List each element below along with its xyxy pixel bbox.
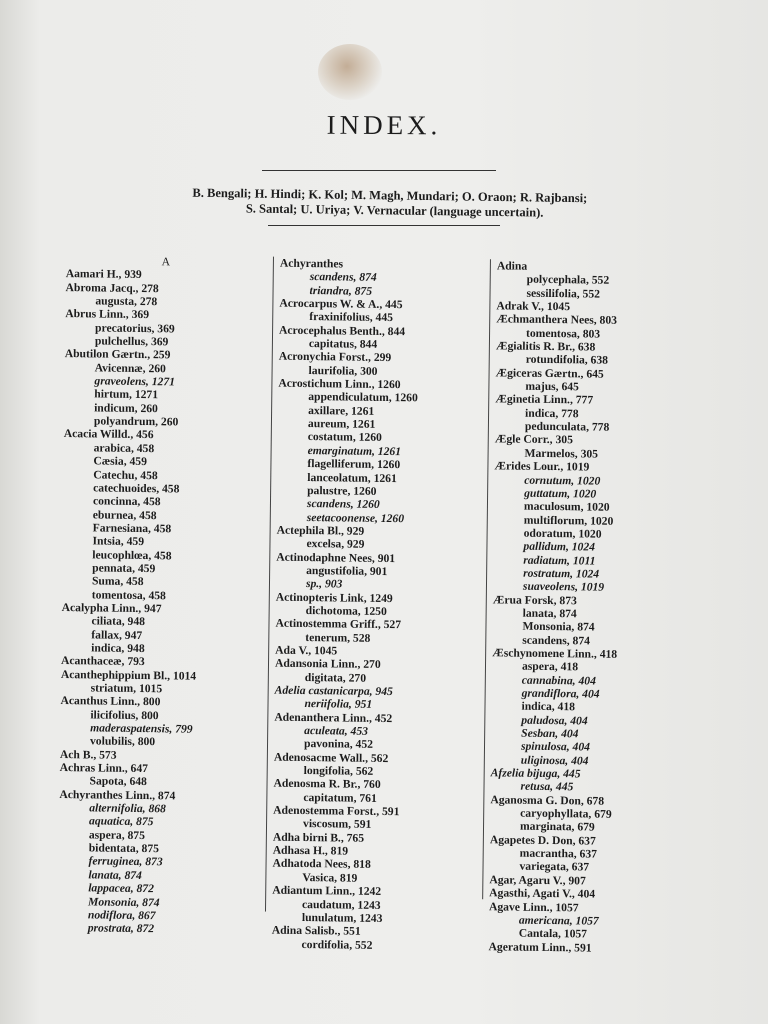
index-subentry: macrantha, 637 — [519, 846, 598, 861]
index-subentry: americana, 1057 — [518, 913, 599, 928]
index-entry: Aamari H., 939 — [65, 267, 142, 282]
index-subentry: cordifolia, 552 — [301, 937, 373, 952]
index-entry: Ærua Forsk, 873 — [492, 592, 577, 607]
index-subentry: scandens, 874 — [309, 270, 377, 285]
index-subentry: aculeata, 453 — [304, 724, 369, 738]
index-subentry: aquatica, 875 — [88, 814, 154, 829]
index-entry: Acronychia Forst., 299 — [278, 350, 392, 365]
index-entry: Acanthaceæ, 793 — [60, 654, 145, 669]
index-entry: Acanthephippium Bl., 1014 — [60, 667, 197, 683]
index-entry: Adenanthera Linn., 452 — [274, 710, 393, 725]
index-subentry: pallidum, 1024 — [523, 539, 596, 554]
index-entry: Agapetes D. Don, 637 — [489, 833, 596, 848]
index-subentry: palustre, 1260 — [307, 483, 377, 498]
index-subentry: scandens, 1260 — [306, 497, 380, 512]
index-subentry: hirtum, 1271 — [94, 387, 159, 402]
index-subentry: grandiflora, 404 — [521, 686, 600, 701]
index-subentry: multiflorum, 1020 — [523, 513, 614, 528]
index-entry: Adhasa H., 819 — [272, 843, 349, 858]
index-entry: Agasthi, Agati V., 404 — [489, 886, 596, 901]
index-subentry: caryophyllata, 679 — [520, 806, 612, 821]
index-entry: Adelia castanicarpa, 945 — [274, 683, 393, 699]
index-subentry: Catechu, 458 — [93, 467, 158, 482]
index-subentry: axillare, 1261 — [308, 403, 375, 418]
index-subentry: lanata, 874 — [88, 868, 142, 882]
index-subentry: Intsia, 459 — [92, 534, 145, 549]
index-column-3 — [488, 259, 696, 955]
index-subentry: variegata, 637 — [519, 860, 590, 874]
index-subentry: rotundifolia, 638 — [525, 353, 609, 368]
index-entry: Acanthus Linn., 800 — [60, 694, 161, 709]
index-subentry: polycephala, 552 — [526, 273, 610, 288]
index-subentry: aureum, 1261 — [307, 417, 376, 431]
index-subentry: graveolens, 1271 — [94, 374, 176, 389]
index-entry: Adenostemma Forst., 591 — [273, 803, 400, 819]
index-entry: Abrus Linn., 369 — [65, 307, 150, 322]
index-subentry: Monsonia, 874 — [88, 894, 160, 909]
index-entry: Abroma Jacq., 278 — [65, 280, 159, 295]
index-entry: Achras Linn., 647 — [59, 761, 149, 776]
index-entry: Acacia Willd., 456 — [63, 427, 154, 442]
index-entry: Acalypha Linn., 947 — [61, 600, 162, 616]
index-subentry: emarginatum, 1261 — [307, 443, 402, 458]
index-subentry: capitatum, 761 — [303, 790, 377, 805]
title-rule — [262, 170, 496, 171]
index-subentry: spinulosa, 404 — [520, 740, 591, 754]
index-entry: Ageratum Linn., 591 — [488, 939, 592, 955]
index-subentry: lappacea, 872 — [88, 881, 155, 896]
index-entry: Æginetia Linn., 777 — [495, 392, 594, 407]
index-entry: Adenosma R. Br., 760 — [273, 777, 381, 792]
index-entry: Ada V., 1045 — [275, 643, 338, 658]
index-entry: Adrak V., 1045 — [496, 299, 571, 314]
index-entry: Adhatoda Nees, 818 — [272, 857, 371, 872]
index-subentry: indica, 948 — [91, 641, 145, 656]
index-entry: Æchmanthera Nees, 803 — [496, 312, 618, 328]
index-entry: Actinostemma Griff., 527 — [275, 616, 402, 632]
index-subentry: dichotoma, 1250 — [305, 603, 387, 618]
index-subentry: Suma, 458 — [91, 574, 144, 589]
index-subentry: guttatum, 1020 — [524, 486, 597, 501]
index-subentry: Sapota, 648 — [89, 774, 147, 789]
index-subentry: ferruginea, 873 — [88, 854, 163, 869]
index-entry: Ægiceras Gærtn., 645 — [495, 366, 604, 381]
index-subentry: longifolia, 562 — [303, 764, 374, 778]
index-entry: Adha birni B., 765 — [272, 830, 365, 845]
index-subentry: augusta, 278 — [95, 294, 158, 309]
index-subentry: volubilis, 800 — [89, 734, 156, 749]
index-subentry: alternifolia, 868 — [89, 801, 166, 816]
index-subentry: prostrata, 872 — [87, 921, 155, 936]
index-subentry: concinna, 458 — [92, 494, 161, 509]
index-subentry: viscosum, 591 — [302, 817, 372, 832]
index-subentry: striatum, 1015 — [90, 681, 163, 696]
index-subentry: digitata, 270 — [304, 670, 367, 685]
index-subentry: cornutum, 1020 — [524, 473, 601, 488]
paper-stain — [318, 44, 382, 100]
index-entry: Agave Linn., 1057 — [488, 899, 579, 914]
index-entry: Aganosma G. Don, 678 — [490, 793, 605, 808]
index-subentry: tomentosa, 458 — [91, 588, 166, 602]
index-subentry: ilicifolius, 800 — [90, 708, 159, 722]
index-subentry: Marmelos, 305 — [524, 446, 599, 461]
index-subentry: Cantala, 1057 — [518, 926, 588, 941]
abbreviation-line: S. Santal; U. Uriya; V. Vernacular (language uncertain). — [245, 201, 544, 220]
index-subentry: paludosa, 404 — [521, 713, 588, 728]
abbreviation-line: B. Bengali; H. Hindi; K. Kol; M. Magh, Mundari; O. Oraon; R. Rajbansi; — [192, 185, 588, 206]
index-subentry: maculosum, 1020 — [523, 499, 610, 514]
index-entry: Æschynomene Linn., 418 — [492, 646, 618, 661]
index-subentry: nodiflora, 867 — [87, 908, 156, 923]
index-entry: Adenosacme Wall., 562 — [273, 750, 389, 765]
index-columns — [0, 253, 768, 955]
index-entry: Achyranthes Linn., 874 — [59, 787, 176, 803]
index-subentry: laurifolia, 300 — [308, 363, 378, 378]
index-subentry: Avicennæ, 260 — [94, 361, 166, 376]
index-subentry: arabica, 458 — [93, 441, 155, 455]
index-subentry: ciliata, 948 — [91, 614, 146, 629]
index-subentry: pedunculata, 778 — [524, 419, 610, 434]
index-subentry: Cæsia, 459 — [93, 454, 148, 469]
index-subentry: tomentosa, 803 — [525, 326, 601, 341]
index-column-1 — [58, 254, 266, 937]
index-subentry: aspera, 875 — [88, 828, 146, 842]
index-subentry: costatum, 1260 — [307, 430, 382, 445]
index-subentry: scandens, 874 — [522, 633, 591, 648]
index-subentry: suaveolens, 1019 — [522, 579, 605, 594]
index-subentry: Monsonia, 874 — [522, 619, 595, 634]
index-subentry: lunulatum, 1243 — [301, 910, 383, 925]
index-subentry: tenerum, 528 — [305, 630, 371, 645]
index-subentry: neriifolia, 951 — [304, 697, 373, 712]
index-subentry: bidentata, 875 — [88, 841, 160, 856]
index-subentry: indica, 418 — [521, 700, 576, 714]
index-subentry: uliginosa, 404 — [520, 753, 589, 768]
index-subentry: caudatum, 1243 — [301, 897, 381, 912]
index-subentry: fraxinifolius, 445 — [309, 310, 394, 325]
index-entry: Ach B., 573 — [59, 747, 117, 762]
index-subentry: fallax, 947 — [91, 628, 143, 642]
index-subentry: retusa, 445 — [520, 780, 574, 794]
section-letter: A — [161, 255, 171, 269]
index-subentry: excelsa, 929 — [306, 537, 365, 551]
index-subentry: indica, 778 — [525, 406, 579, 421]
key-rule — [268, 225, 500, 226]
index-entry: Acrocarpus W. & A., 445 — [279, 296, 403, 312]
index-entry: Adiantum Linn., 1242 — [272, 883, 382, 899]
index-entry: Achyranthes — [279, 256, 344, 271]
index-subentry: seetacoonense, 1260 — [306, 510, 405, 525]
index-subentry: lanata, 874 — [522, 606, 577, 621]
index-subentry: aspera, 418 — [521, 659, 579, 674]
index-subentry: Farnesiana, 458 — [92, 521, 172, 536]
index-entry: Ægle Corr., 305 — [494, 432, 573, 447]
index-entry: Abutilon Gærtn., 259 — [64, 347, 171, 362]
index-entry: Afzelia bijuga, 445 — [490, 766, 581, 781]
index-subentry: appendiculatum, 1260 — [308, 390, 418, 405]
index-entry: Ærides Lour., 1019 — [494, 459, 590, 474]
index-subentry: cannabina, 404 — [521, 673, 596, 688]
index-subentry: catechuoides, 458 — [93, 481, 180, 496]
index-subentry: leucophlœa, 458 — [92, 547, 172, 562]
index-subentry: capitatus, 844 — [308, 337, 378, 351]
index-subentry: sp., 903 — [305, 577, 343, 591]
index-subentry: precatorius, 369 — [95, 321, 175, 336]
index-entry: Adina — [496, 259, 528, 273]
index-subentry: polyandrum, 260 — [93, 414, 179, 429]
abbreviation-key — [70, 184, 710, 223]
index-entry: Actinodaphne Nees, 901 — [276, 550, 396, 565]
index-subentry: radiatum, 1011 — [523, 553, 596, 568]
index-subentry: pavonina, 452 — [303, 737, 374, 752]
index-subentry: lanceolatum, 1261 — [307, 470, 397, 485]
page-title: INDEX. — [326, 109, 442, 141]
index-entry: Ægialitis R. Br., 638 — [495, 339, 596, 354]
index-subentry: flagelliferum, 1260 — [307, 457, 401, 472]
index-subentry: Sesban, 404 — [521, 726, 579, 741]
index-subentry: indicum, 260 — [94, 401, 158, 415]
index-subentry: eburnea, 458 — [92, 507, 157, 522]
index-subentry: pennata, 459 — [92, 561, 156, 576]
index-subentry: pulchellus, 369 — [94, 334, 169, 349]
index-entry: Actinopteris Link, 1249 — [275, 590, 393, 605]
index-subentry: Vasica, 819 — [302, 870, 358, 885]
index-subentry: odoratum, 1020 — [523, 526, 602, 541]
index-entry: Actephila Bl., 929 — [276, 523, 365, 538]
index-entry: Adina Salisb., 551 — [271, 923, 361, 938]
index-entry: Agar, Agaru V., 907 — [489, 873, 586, 888]
index-subentry: marginata, 679 — [519, 820, 595, 835]
index-subentry: rostratum, 1024 — [523, 566, 600, 581]
index-entry: Acrostichum Linn., 1260 — [278, 376, 401, 392]
index-subentry: maderaspatensis, 799 — [90, 721, 193, 736]
index-subentry: triandra, 875 — [309, 283, 373, 298]
index-entry: Acrocephalus Benth., 844 — [279, 323, 406, 338]
index-subentry: sessilifolia, 552 — [526, 286, 601, 301]
index-subentry: majus, 645 — [525, 379, 579, 394]
index-subentry: angustifolia, 901 — [306, 563, 388, 578]
index-column-2 — [272, 257, 485, 953]
index-entry: Adansonia Linn., 270 — [274, 656, 381, 672]
